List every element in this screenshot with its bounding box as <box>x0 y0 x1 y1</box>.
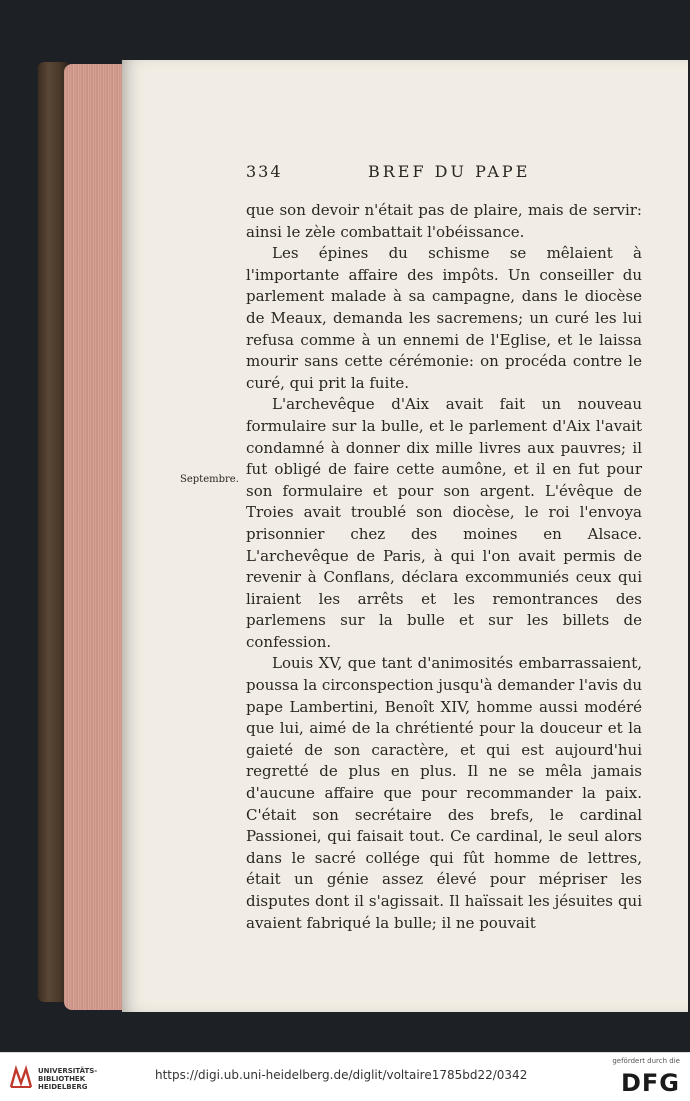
funder-credit: gefördert durch die <box>612 1057 680 1065</box>
margin-note: Septembre. <box>180 474 239 485</box>
permalink-url[interactable]: https://digi.ub.uni-heidelberg.de/diglit/voltaire1785bd22/0342 <box>155 1068 528 1082</box>
running-title: BREF DU PAPE <box>368 162 531 181</box>
paragraph: Les épines du schisme se mêlaient à l'importante affaire des impôts. Un conseiller du parlement malade à sa campagne, dans le diocèse de Meaux, demanda les sacremens; un curé les lui refusa comme à un ennemi de l'Eglise, et le laissa mourir sans cette cérémonie: on procéda contre le curé, qui prit la fuite. <box>246 244 642 392</box>
page-header <box>246 162 646 186</box>
dfg-logo[interactable]: DFG <box>620 1069 680 1097</box>
paragraph: L'archevêque d'Aix avait fait un nouveau formulaire sur la bulle, et le parlement d'Aix l'avait condamné à donner dix mille livres aux pauvres; il fut obligé de faire cette aumône, et il en fut pour son formulaire et pour son argent. L'évêque de Troies avait troublé son diocèse, le roi l'envoya prisonnier chez des moines en Alsace. L'archevêque de Paris, à qui l'on avait permis de revenir à Conflans, déclara excommuniés ceux qui liraient les arrêts et les remontrances des parlemens sur la bulle et sur les billets de confession. <box>246 395 642 651</box>
university-library-icon <box>8 1065 34 1091</box>
page-number: 334 <box>246 162 283 181</box>
body-text <box>246 200 642 934</box>
viewer-footer <box>0 1052 690 1101</box>
paragraph: que son devoir n'était pas de plaire, mais de servir: ainsi le zèle combattait l'obéissance. <box>246 201 642 241</box>
library-logo[interactable] <box>8 1061 118 1095</box>
paragraph: Louis XV, que tant d'animosités embarrassaient, poussa la circonspection jusqu'à demander l'avis du pape Lambertini, Benoît XIV, homme aussi modéré que lui, aimé de la chrétienté pour la douceur et la gaieté de son caractère, et qui est aujourd'hui regretté de plus en plus. Il ne se mêla jamais d'aucune affaire que pour recommander la paix. C'était son secrétaire des brefs, le cardinal Passionei, qui faisait tout. Ce cardinal, le seul alors dans le sacré collége qui fût homme de lettres, était un génie assez élevé pour mépriser les disputes dont il s'agissait. Il haïssait les jésuites qui avaient fabriqué la bulle; il ne pouvait <box>246 654 642 932</box>
library-name: UNIVERSITÄTS- BIBLIOTHEK HEIDELBERG <box>38 1067 98 1091</box>
page-edges <box>64 64 126 1010</box>
